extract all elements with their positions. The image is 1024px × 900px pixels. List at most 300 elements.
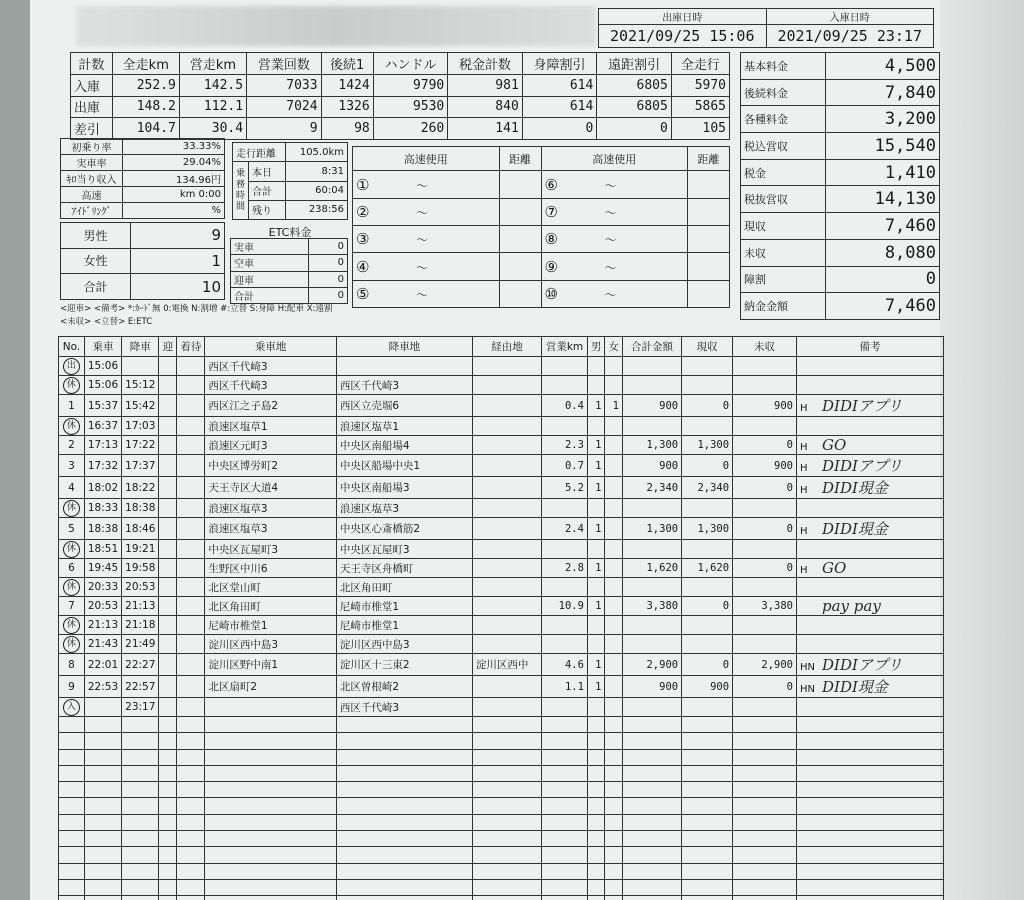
trip-cell-off: 22:57	[122, 676, 159, 698]
trip-cell-empty	[159, 635, 177, 654]
meter-cell: 7033	[247, 74, 322, 96]
trip-cell-empty	[159, 436, 177, 455]
trip-cell-empty	[733, 879, 797, 895]
trip-cell-empty	[472, 831, 541, 847]
trip-note-cell	[797, 499, 944, 518]
trip-no-cell	[59, 616, 85, 635]
trip-flag: HN	[800, 662, 815, 673]
trip-cell-total: 2,340	[622, 477, 681, 499]
trip-cell-empty	[682, 814, 733, 830]
trip-cell-empty	[177, 879, 205, 895]
meter-header-cell: 身障割引	[522, 53, 597, 75]
trip-row	[59, 395, 944, 417]
trip-cell-empty	[472, 863, 541, 879]
trip-cell-m	[587, 357, 605, 376]
trip-note-cell	[797, 477, 944, 499]
highway-row	[353, 253, 730, 280]
trip-cell-empty	[542, 814, 588, 830]
trip-cell-off	[122, 357, 159, 376]
work-row-label: 合計	[249, 181, 286, 200]
trip-cell-cash: 900	[682, 676, 733, 698]
trip-cell-via	[472, 698, 541, 717]
log-header-cell: 男	[587, 337, 605, 357]
trip-cell-f	[605, 376, 623, 395]
trip-cell-empty	[605, 847, 623, 863]
meter-cell: 1326	[321, 96, 373, 118]
trip-cell-unpaid	[733, 578, 797, 597]
trip-no-cell	[59, 698, 85, 717]
trip-cell-off: 22:27	[122, 654, 159, 676]
trip-cell-cash: 0	[682, 395, 733, 417]
handwritten-note: pay pay	[822, 597, 881, 615]
trip-cell-empty	[472, 765, 541, 781]
trip-cell-cash	[682, 635, 733, 654]
fare-value: 14,130	[825, 186, 939, 213]
meter-cell: 5865	[671, 96, 729, 118]
highway-slot-number: ③	[356, 230, 370, 249]
handwritten-note: DIDI現金	[822, 678, 888, 696]
fare-value: 3,200	[825, 106, 939, 133]
highway-slot-number: ①	[356, 175, 370, 194]
trip-cell-from: 中央区博労町2	[205, 455, 337, 477]
trip-row-blank	[59, 863, 944, 879]
trip-cell-on: 22:53	[84, 676, 121, 698]
trip-cell-via	[472, 518, 541, 540]
trip-cell-empty	[159, 676, 177, 698]
trip-cell-no: 9	[59, 676, 85, 698]
trip-no-cell	[59, 635, 85, 654]
trip-cell-empty	[205, 717, 337, 733]
trip-cell-empty	[84, 782, 121, 798]
trip-cell-to: 北区曽根崎2	[336, 676, 472, 698]
trip-cell-empty	[622, 831, 681, 847]
meter-header-cell: 後続1	[321, 53, 373, 75]
trip-cell-empty	[59, 733, 85, 749]
trip-cell-empty	[605, 782, 623, 798]
depart-value: 2021/09/25 15:06	[599, 25, 767, 48]
trip-cell-from: 浪速区元町3	[205, 436, 337, 455]
trip-cell-on: 16:37	[84, 417, 121, 436]
trip-cell-empty	[472, 847, 541, 863]
meter-cell: 142.5	[179, 74, 246, 96]
trip-cell-km	[542, 635, 588, 654]
etc-box	[230, 238, 348, 304]
highway-use-cell	[541, 253, 688, 280]
trip-cell-km	[542, 357, 588, 376]
fare-row	[741, 266, 940, 293]
trip-cell-empty	[177, 798, 205, 814]
meter-header-cell: 遠距割引	[597, 53, 672, 75]
highway-slot-number: ②	[356, 202, 370, 221]
fare-label: 税込営収	[741, 133, 826, 160]
passenger-count	[60, 222, 225, 300]
trip-cell-m	[587, 376, 605, 395]
trip-cell-empty	[122, 863, 159, 879]
trip-cell-empty	[177, 733, 205, 749]
trip-cell-empty	[797, 717, 944, 733]
date-header	[598, 8, 934, 48]
trip-cell-empty	[205, 847, 337, 863]
trip-cell-to: 天王寺区舟橋町	[336, 559, 472, 578]
trip-cell-empty	[733, 733, 797, 749]
etc-label: 空車	[231, 255, 309, 271]
trip-cell-empty	[159, 357, 177, 376]
rate-label: 実車率	[61, 155, 123, 171]
trip-cell-empty	[605, 896, 623, 900]
trip-note-cell	[797, 616, 944, 635]
trip-cell-empty	[797, 798, 944, 814]
trip-cell-on: 18:33	[84, 499, 121, 518]
trip-cell-unpaid: 0	[733, 477, 797, 499]
trip-cell-unpaid: 2,900	[733, 654, 797, 676]
rate-value: km 0:00	[123, 187, 225, 203]
trip-note-cell	[797, 357, 944, 376]
trip-cell-empty	[682, 831, 733, 847]
trip-cell-m	[587, 540, 605, 559]
highway-use-cell	[541, 171, 688, 198]
fare-row	[741, 159, 940, 186]
meter-cell: 1424	[321, 74, 373, 96]
highway-use-cell	[353, 198, 500, 225]
trip-cell-via	[472, 559, 541, 578]
rate-label: 高速	[61, 187, 123, 203]
fare-row	[741, 79, 940, 106]
trip-cell-empty	[682, 749, 733, 765]
highway-distance-cell	[499, 253, 541, 280]
trip-cell-empty	[177, 417, 205, 436]
meter-cell: 104.7	[112, 118, 179, 140]
trip-cell-empty	[733, 717, 797, 733]
fare-row	[741, 186, 940, 213]
trip-cell-to: 中央区船場中央1	[336, 455, 472, 477]
handwritten-note: GO	[822, 559, 847, 577]
trip-cell-empty	[542, 765, 588, 781]
hw-col-use: 高速使用	[353, 147, 500, 171]
trip-cell-empty	[587, 765, 605, 781]
etc-label: 実車	[231, 239, 309, 255]
trip-cell-empty	[159, 540, 177, 559]
trip-cell-cash: 0	[682, 654, 733, 676]
trip-cell-km: 1.1	[542, 676, 588, 698]
trip-cell-from: 北区扇町2	[205, 676, 337, 698]
trip-cell-empty	[159, 814, 177, 830]
rate-row	[61, 203, 225, 219]
trip-cell-empty	[587, 879, 605, 895]
trip-cell-from: 浪速区塩草3	[205, 499, 337, 518]
highway-slot-number: ⑧	[544, 230, 558, 249]
highway-distance-cell	[688, 198, 730, 225]
rates-box	[60, 138, 225, 219]
trip-cell-empty	[159, 395, 177, 417]
trip-cell-empty	[587, 847, 605, 863]
etc-title: ETC料金	[268, 226, 312, 239]
trip-cell-cash: 1,300	[682, 436, 733, 455]
status-circle: 休	[63, 541, 80, 558]
handwritten-note: DIDI現金	[822, 479, 888, 497]
highway-use-cell	[541, 198, 688, 225]
trip-cell-empty	[542, 896, 588, 900]
trip-cell-on: 18:38	[84, 518, 121, 540]
meter-header-row	[71, 53, 730, 75]
trip-cell-unpaid: 3,380	[733, 597, 797, 616]
trip-cell-to: 中央区心斎橋筋2	[336, 518, 472, 540]
highway-slot-number: ⑩	[544, 284, 558, 303]
fare-value: 7,460	[825, 213, 939, 240]
trip-cell-empty	[336, 814, 472, 830]
trip-cell-m: 1	[587, 518, 605, 540]
trip-cell-from: 中央区瓦屋町3	[205, 540, 337, 559]
trip-cell-from: 浪速区塩草1	[205, 417, 337, 436]
meter-cell: 0	[597, 118, 672, 140]
trip-cell-empty	[542, 879, 588, 895]
etc-row	[231, 255, 348, 271]
trip-cell-total: 2,900	[622, 654, 681, 676]
trip-row-blank	[59, 765, 944, 781]
trip-cell-unpaid: 0	[733, 436, 797, 455]
trip-cell-empty	[622, 749, 681, 765]
trip-cell-total	[622, 376, 681, 395]
trip-cell-off: 20:53	[122, 578, 159, 597]
trip-cell-total	[622, 616, 681, 635]
trip-cell-empty	[177, 518, 205, 540]
meter-cell: 5970	[671, 74, 729, 96]
trip-cell-to: 尼崎市椎堂1	[336, 597, 472, 616]
trip-cell-empty	[177, 831, 205, 847]
passenger-value: 9	[131, 223, 225, 249]
trip-cell-from: 北区堂山町	[205, 578, 337, 597]
trip-cell-cash	[682, 417, 733, 436]
work-row-label: 本日	[249, 162, 286, 181]
trip-cell-to: 中央区南船場4	[336, 436, 472, 455]
rate-value: 134.96円	[123, 171, 225, 187]
work-row-value: 60:04	[286, 181, 348, 200]
trip-no-cell	[59, 540, 85, 559]
meter-cell: 981	[448, 74, 523, 96]
trip-cell-f	[605, 455, 623, 477]
handwritten-note: DIDI現金	[822, 520, 888, 538]
rate-label: ｱｲﾄﾞﾘﾝｸﾞ	[61, 203, 123, 219]
trip-cell-empty	[205, 814, 337, 830]
highway-use-cell	[541, 226, 688, 253]
trip-cell-from: 淀川区野中南1	[205, 654, 337, 676]
trip-cell-m: 1	[587, 455, 605, 477]
trip-cell-empty	[84, 896, 121, 900]
meter-row-label: 出庫	[71, 96, 113, 118]
fare-value: 7,840	[825, 79, 939, 106]
meter-cell: 9530	[373, 96, 448, 118]
trip-cell-on: 17:13	[84, 436, 121, 455]
trip-cell-no: 1	[59, 395, 85, 417]
trip-cell-empty	[205, 749, 337, 765]
trip-row	[59, 698, 944, 717]
log-header-cell: 未収	[733, 337, 797, 357]
trip-cell-empty	[682, 879, 733, 895]
trip-cell-empty	[122, 896, 159, 900]
log-header-cell: 経由地	[472, 337, 541, 357]
trip-note-cell	[797, 436, 944, 455]
trip-cell-empty	[159, 578, 177, 597]
fare-label: 未収	[741, 239, 826, 266]
trip-no-cell	[59, 357, 85, 376]
trip-cell-empty	[177, 559, 205, 578]
trip-note-cell	[797, 698, 944, 717]
trip-cell-km: 4.6	[542, 654, 588, 676]
hw-col-dist: 距離	[499, 147, 541, 171]
trip-cell-empty	[59, 863, 85, 879]
trip-cell-on: 21:13	[84, 616, 121, 635]
trip-cell-to: 西区千代崎3	[336, 376, 472, 395]
trip-cell-cash	[682, 578, 733, 597]
trip-cell-empty	[605, 814, 623, 830]
trip-cell-empty	[622, 847, 681, 863]
trip-cell-km	[542, 376, 588, 395]
work-row-value: 238:56	[286, 200, 348, 219]
meter-header-cell: 全走km	[112, 53, 179, 75]
trip-cell-via	[472, 616, 541, 635]
trip-cell-on: 15:37	[84, 395, 121, 417]
trip-note-cell	[797, 417, 944, 436]
trip-cell-empty	[797, 831, 944, 847]
depart-label: 出庫日時	[599, 9, 767, 25]
trip-cell-empty	[622, 798, 681, 814]
trip-cell-empty	[587, 814, 605, 830]
rate-value: 33.33%	[123, 139, 225, 155]
passenger-label: 合計	[61, 274, 131, 300]
trip-flag: HN	[800, 684, 815, 695]
trip-row-blank	[59, 847, 944, 863]
trip-row	[59, 376, 944, 395]
highway-row	[353, 198, 730, 225]
trip-no-cell	[59, 376, 85, 395]
trip-cell-km: 0.7	[542, 455, 588, 477]
trip-cell-empty	[177, 477, 205, 499]
rate-label: ｷﾛ当り収入	[61, 171, 123, 187]
meter-cell: 7024	[247, 96, 322, 118]
highway-distance-cell	[499, 226, 541, 253]
trip-row	[59, 597, 944, 616]
trip-cell-f	[605, 518, 623, 540]
trip-cell-m	[587, 698, 605, 717]
trip-cell-total: 1,300	[622, 518, 681, 540]
trip-cell-empty	[59, 896, 85, 900]
trip-cell-f	[605, 654, 623, 676]
status-circle: 休	[63, 418, 80, 435]
highway-use-cell	[353, 171, 500, 198]
trip-cell-empty	[797, 896, 944, 900]
trip-cell-empty	[159, 831, 177, 847]
trip-cell-empty	[605, 733, 623, 749]
trip-cell-empty	[122, 847, 159, 863]
trip-cell-via	[472, 540, 541, 559]
log-header-cell: 乗車	[84, 337, 121, 357]
rate-row	[61, 155, 225, 171]
trip-cell-empty	[605, 831, 623, 847]
trip-row	[59, 518, 944, 540]
meter-header-cell: 計数	[71, 53, 113, 75]
trip-cell-empty	[177, 676, 205, 698]
trip-cell-via	[472, 436, 541, 455]
trip-cell-empty	[472, 896, 541, 900]
trip-cell-empty	[733, 896, 797, 900]
trip-cell-empty	[177, 376, 205, 395]
trip-cell-no: 4	[59, 477, 85, 499]
trip-row	[59, 635, 944, 654]
trip-cell-from: 淀川区西中島3	[205, 635, 337, 654]
trip-row	[59, 357, 944, 376]
trip-cell-empty	[682, 798, 733, 814]
trip-cell-off: 18:22	[122, 477, 159, 499]
trip-cell-empty	[122, 717, 159, 733]
trip-cell-empty	[159, 417, 177, 436]
trip-cell-empty	[605, 879, 623, 895]
trip-row	[59, 578, 944, 597]
etc-label: 合計	[231, 287, 309, 303]
trip-cell-unpaid	[733, 499, 797, 518]
highway-use-cell	[353, 226, 500, 253]
trip-cell-f	[605, 698, 623, 717]
trip-cell-cash	[682, 499, 733, 518]
trip-cell-empty	[177, 578, 205, 597]
trip-note-cell	[797, 578, 944, 597]
trip-cell-km: 5.2	[542, 477, 588, 499]
trip-note-cell	[797, 376, 944, 395]
log-header-cell: 合計金額	[622, 337, 681, 357]
trip-cell-km	[542, 616, 588, 635]
trip-cell-empty	[59, 782, 85, 798]
trip-cell-from: 西区千代崎3	[205, 357, 337, 376]
trip-note-cell	[797, 635, 944, 654]
highway-tilde: 〜	[604, 233, 617, 248]
trip-cell-f	[605, 597, 623, 616]
highway-tilde: 〜	[604, 178, 617, 193]
highway-distance-cell	[499, 280, 541, 307]
distance-label: 走行距離	[233, 143, 286, 162]
status-circle: 入	[63, 699, 80, 716]
trip-cell-m: 1	[587, 597, 605, 616]
handwritten-note: DIDIアプリ	[822, 457, 903, 475]
trip-cell-no: 7	[59, 597, 85, 616]
meter-cell: 6805	[597, 96, 672, 118]
trip-cell-empty	[622, 863, 681, 879]
highway-distance-cell	[499, 198, 541, 225]
highway-slot-number: ⑥	[544, 175, 558, 194]
trip-row	[59, 676, 944, 698]
trip-cell-empty	[472, 749, 541, 765]
log-header-cell: 乗車地	[205, 337, 337, 357]
trip-cell-empty	[84, 749, 121, 765]
fare-label: 基本料金	[741, 53, 826, 80]
trip-cell-empty	[159, 847, 177, 863]
trip-cell-via	[472, 395, 541, 417]
fare-value: 1,410	[825, 159, 939, 186]
log-header-cell: 女	[605, 337, 623, 357]
meter-cell: 141	[448, 118, 523, 140]
trip-cell-empty	[159, 654, 177, 676]
trip-cell-km	[542, 578, 588, 597]
etc-row	[231, 271, 348, 287]
trip-cell-empty	[797, 749, 944, 765]
trip-cell-on: 21:43	[84, 635, 121, 654]
trip-cell-empty	[542, 798, 588, 814]
highway-tilde: 〜	[604, 260, 617, 275]
fare-row	[741, 239, 940, 266]
trip-note-cell	[797, 455, 944, 477]
trip-cell-empty	[472, 798, 541, 814]
trip-cell-km: 2.3	[542, 436, 588, 455]
fare-label: 各種料金	[741, 106, 826, 133]
status-circle: 休	[63, 579, 80, 596]
passenger-value: 10	[131, 274, 225, 300]
